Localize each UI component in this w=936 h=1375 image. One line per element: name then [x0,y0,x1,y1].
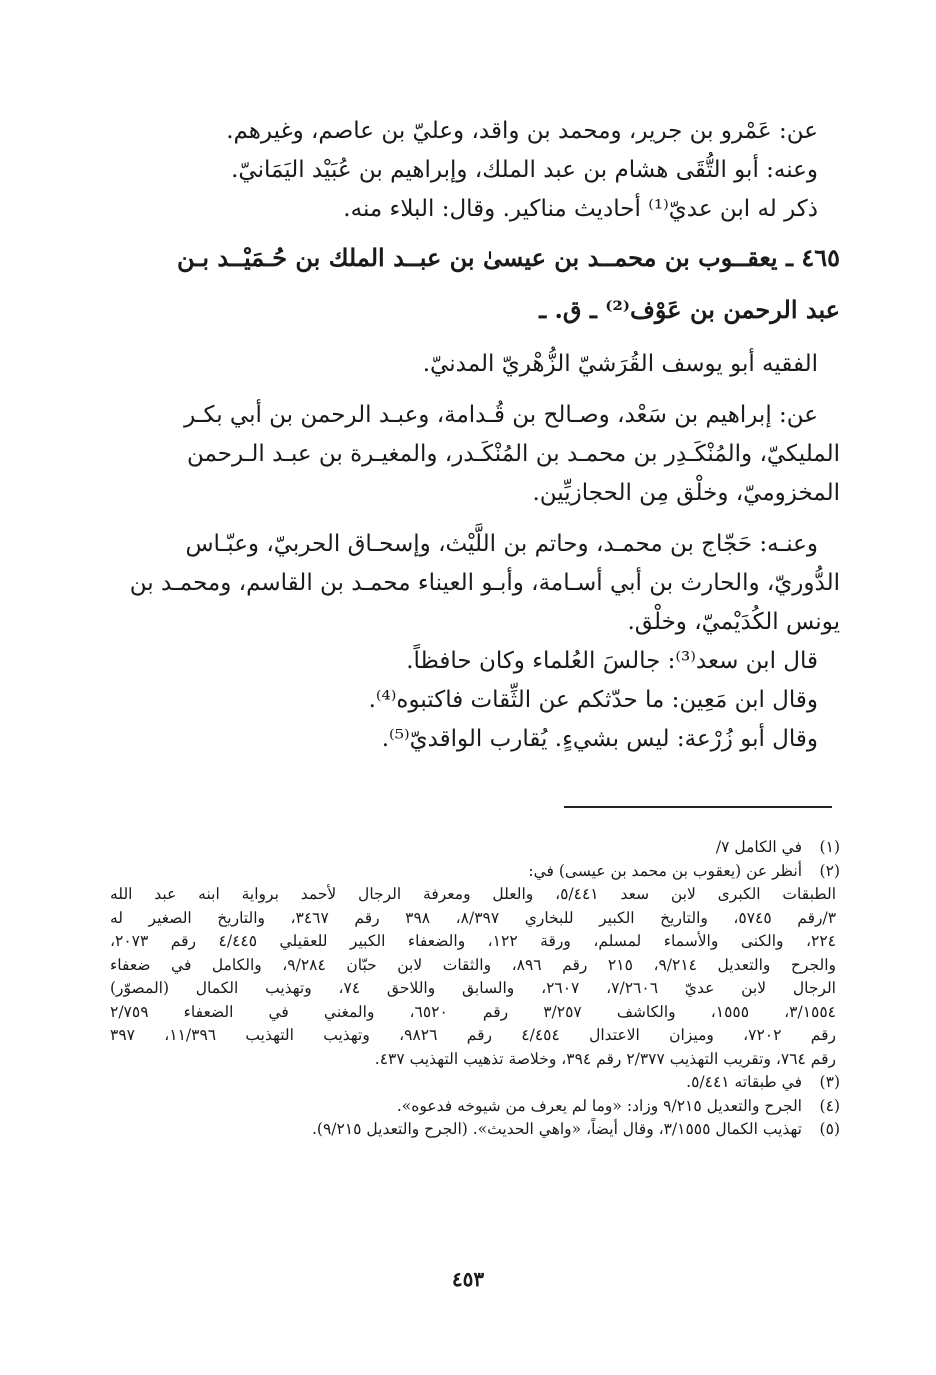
footnote-line: رقم ٧٢٠٢، وميزان الاعتدال ٤/٤٥٤ رقم ٩٨٢٦، وتهذيب التهذيب ١١/٣٩٦، ٣٩٧ [110,1026,836,1044]
footnote-1 [110,836,840,860]
text-line: عن: إبراهيم بن سَعْد، وصـالح بن قُـدامة، وعبـد الرحمن بن أبي بكـر [184,402,818,428]
footnote-line: ٣/١٥٥٤، ١٥٥٥، والكاشف ٣/٢٥٧ رقم ٦٥٢٠، والمغني في الضعفاء ٢/٧٥٩ [110,1002,837,1021]
footnote-text: الجرح والتعديل ٩/٢١٥ وزاد: «وما لم يعرف من شيوخه فدعوه». [396,1096,802,1115]
footnote-3 [110,1071,840,1095]
page-number: ٤٥٣ [451,1267,485,1291]
footnote-line: ٢٢٤، والكنى والأسماء لمسلم، ورقة ١٢٢، والضعفاء الكبير للعقيلي ٤/٤٤٥ رقم ٢٠٧٣، [110,932,836,950]
text-line: المخزوميّ، وخلْق مِن الحجازيِّين. [532,480,840,506]
text-line: وعنـه: حَجّاج بن محمـد، وحاتم بن اللَّيْث، وإسحـاق الحربيّ، وعبّـاس [185,531,818,557]
entry-heading-cont: عبد الرحمن بن عَوْف⁽²⁾ ـ ق. ـ [539,295,840,324]
footnote-number: (٥) [819,1120,840,1138]
text-line: وعنه: أبو التُّقَى هشام بن عبد الملك، وإبراهيم بن عُبَيْد اليَمَانيّ. [231,157,818,183]
footnotes [110,836,840,1142]
footnote-body [110,860,802,884]
footnote-text: في طبقاته ٥/٤٤١. [686,1073,802,1091]
text-line: وقال ابن مَعِين: ما حدّثكم عن الثِّقات فاكتبوه⁽⁴⁾. [368,687,818,713]
text-line: الدُّوريّ، والحارث بن أبي أسـامة، وأبـو العيناء محمـد بن القاسم، ومحمـد بن [129,570,840,596]
text-line: الفقيه أبو يوسف القُرَشيّ الزُّهْريّ المدنيّ. [422,351,818,377]
footnote-text: تهذيب الكمال ٣/١٥٥٥، وقال أيضاً، «واهي الحديث». (الجرح والتعديل ٩/٢١٥). [311,1120,802,1138]
footnote-line: ٣/رقم ٥٧٤٥، والتاريخ الكبير للبخاري ٨/٣٩٧، ٣٩٨ رقم ٣٤٦٧، والتاريخ الصغير له [110,908,837,927]
main-text [110,112,840,759]
footnote-4 [110,1095,840,1119]
footnote-number: (١) [819,838,840,856]
footnote-2-cont [110,883,840,1071]
footnote-text: في الكامل ٧/ [715,838,802,856]
footnote-number: (٤) [819,1096,840,1115]
footnote-line: الطبقات الكبرى لابن سعد ٥/٤٤١، والعلل ومعرفة الرجال لأحمد برواية ابنه عبد الله [110,885,837,903]
text-line: يونس الكُدَيْميّ، وخلْق. [627,609,840,635]
footnote-line: والجرح والتعديل ٩/٢١٤، ٢١٥ رقم ٨٩٦، والثقات لابن حبّان ٩/٢٨٤، والكامل في ضعفاء [110,955,836,974]
text-line: المليكيّ، والمُنْكَـدِر بن محمـد بن المُنْكَـدر، والمغيـرة بن عبـد الـرحمن [186,441,840,467]
text-line: عن: عَمْرو بن جرير، ومحمد بن واقد، وعليّ بن عاصم، وغيرهم. [226,118,818,144]
footnote-line: الرجال لابن عديّ ٧/٢٦٠٦، ٢٦٠٧، والسابق واللاحق ٧٤، وتهذيب الكمال (المصوّر) [110,979,836,997]
text-line: قال ابن سعد⁽³⁾: جالسَ العُلماء وكان حافظاً. [406,648,818,674]
footnote-number: (٣) [819,1073,840,1091]
footnote-body [110,883,836,1071]
footnote-line: أنظر عن (يعقوب بن محمد بن عيسى) في: [528,861,802,880]
footnote-line: رقم ٧٦٤، وتقريب التهذيب ٢/٣٧٧ رقم ٣٩٤، وخلاصة تذهيب التهذيب ٤٣٧. [374,1049,836,1068]
footnote-5 [110,1118,840,1142]
text-line: ذكر له ابن عديّ⁽¹⁾ أحاديث مناكير. وقال: البلاء منه. [343,196,818,222]
footnote-number: (٢) [819,861,840,880]
entry-heading: ٤٦٥ ـ يعقــوب بن محمــد بن عيسىٰ بن عبــد الملك بن حُـمَيْــد بـن [177,243,840,272]
footnote-divider [564,806,832,808]
text-line: وقال أبو زُرْعة: ليس بشيءٍ. يُقارب الواقديّ⁽⁵⁾. [381,726,818,752]
footnote-2 [110,860,840,884]
